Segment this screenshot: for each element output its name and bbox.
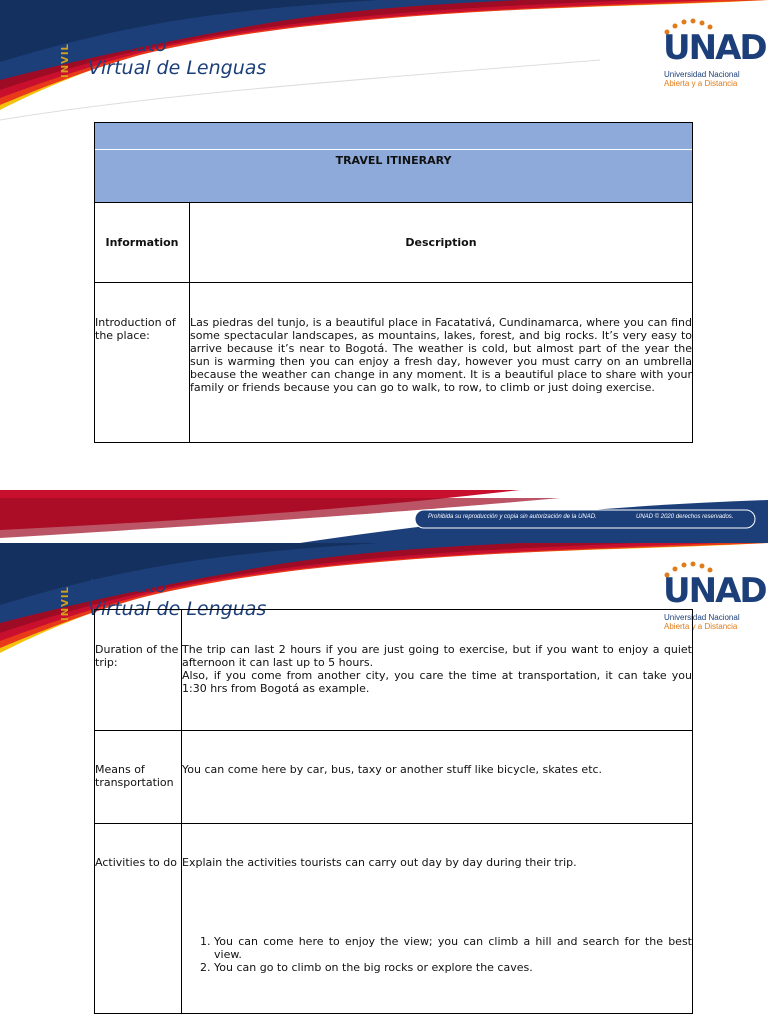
itinerary-table-part2 [94, 609, 693, 1014]
table-row [95, 731, 693, 824]
row-text-duration [182, 610, 693, 731]
row-label-introduction: Introduction of the place: [95, 283, 190, 443]
document-page-2 [0, 543, 768, 1024]
row-text-transportation: You can come here by car, bus, taxy or another stuff like bicycle, skates etc. [182, 731, 693, 824]
logo-subtitle-2-2: Abierta y a Distancia [664, 622, 738, 631]
institute-title-line2: Virtual de Lenguas [88, 57, 267, 79]
institute-title-line2-2: Virtual de Lenguas [88, 598, 267, 620]
table-row [95, 283, 693, 443]
itinerary-table-part1 [94, 122, 693, 443]
footer-notice: Prohibida su reproducción y copia sin autorización de la UNAD. [428, 514, 597, 520]
column-header-information: Information [95, 203, 190, 283]
logo-subtitle-1: Universidad Nacional [664, 70, 740, 79]
activities-intro: Explain the activities tourists can carry out day by day during their trip. [182, 856, 577, 869]
column-header-description: Description [190, 203, 693, 283]
institute-title-line1-2: Instituto [88, 575, 167, 597]
row-label-activities: Activities to do [95, 824, 182, 1014]
table-row [95, 610, 693, 731]
invil-label-2: INVIL [60, 586, 71, 621]
list-item: 1. You can come here to enjoy the view; you can climb a hill and search for the best view. [214, 935, 692, 961]
duration-text-2: Also, if you come from another city, you care the time at transportation, it can take you 1:30 hrs from Bogotá as example. [182, 669, 692, 695]
duration-text-1: The trip can last 2 hours if you are just going to exercise, but if you want to enjoy a quiet afternoon it can last up to 5 hours. [182, 643, 692, 669]
row-label-duration: Duration of the trip: [95, 610, 182, 731]
footer-copyright: UNAD © 2020 derechos reservados. [636, 514, 734, 520]
unad-logo-2: UNAD [663, 571, 766, 611]
row-label-transportation: Means of transportation [95, 731, 182, 824]
row-text-activities [182, 824, 693, 1014]
list-item: 2. You can go to climb on the big rocks or explore the caves. [214, 961, 692, 974]
activities-list [182, 935, 692, 974]
table-title-cell [95, 123, 693, 203]
row-text-introduction: Las piedras del tunjo, is a beautiful place in Facatativá, Cundinamarca, where you can find some spectacular landscapes, as mountains, lakes, forest, and big rocks. It’s very easy to arrive because it’s near to Bogotá. The weather is cold, but almost part of the year the sun is warming then you can enjoy a fresh day, however you must carry on an umbrella because the weather can change in any moment. It is a beautiful place to share with your family or friends because you can go to walk, to row, to climb or just doing exercise. [190, 283, 693, 443]
logo-subtitle-1-2: Universidad Nacional [664, 613, 740, 622]
logo-subtitle-2: Abierta y a Distancia [664, 79, 738, 88]
unad-logo: UNAD [663, 28, 766, 68]
invil-label: INVIL [60, 43, 71, 78]
institute-title-line1: Instituto [88, 34, 167, 56]
document-page-1 [0, 0, 768, 490]
table-title: TRAVEL ITINERARY [335, 154, 452, 167]
table-row [95, 824, 693, 1014]
